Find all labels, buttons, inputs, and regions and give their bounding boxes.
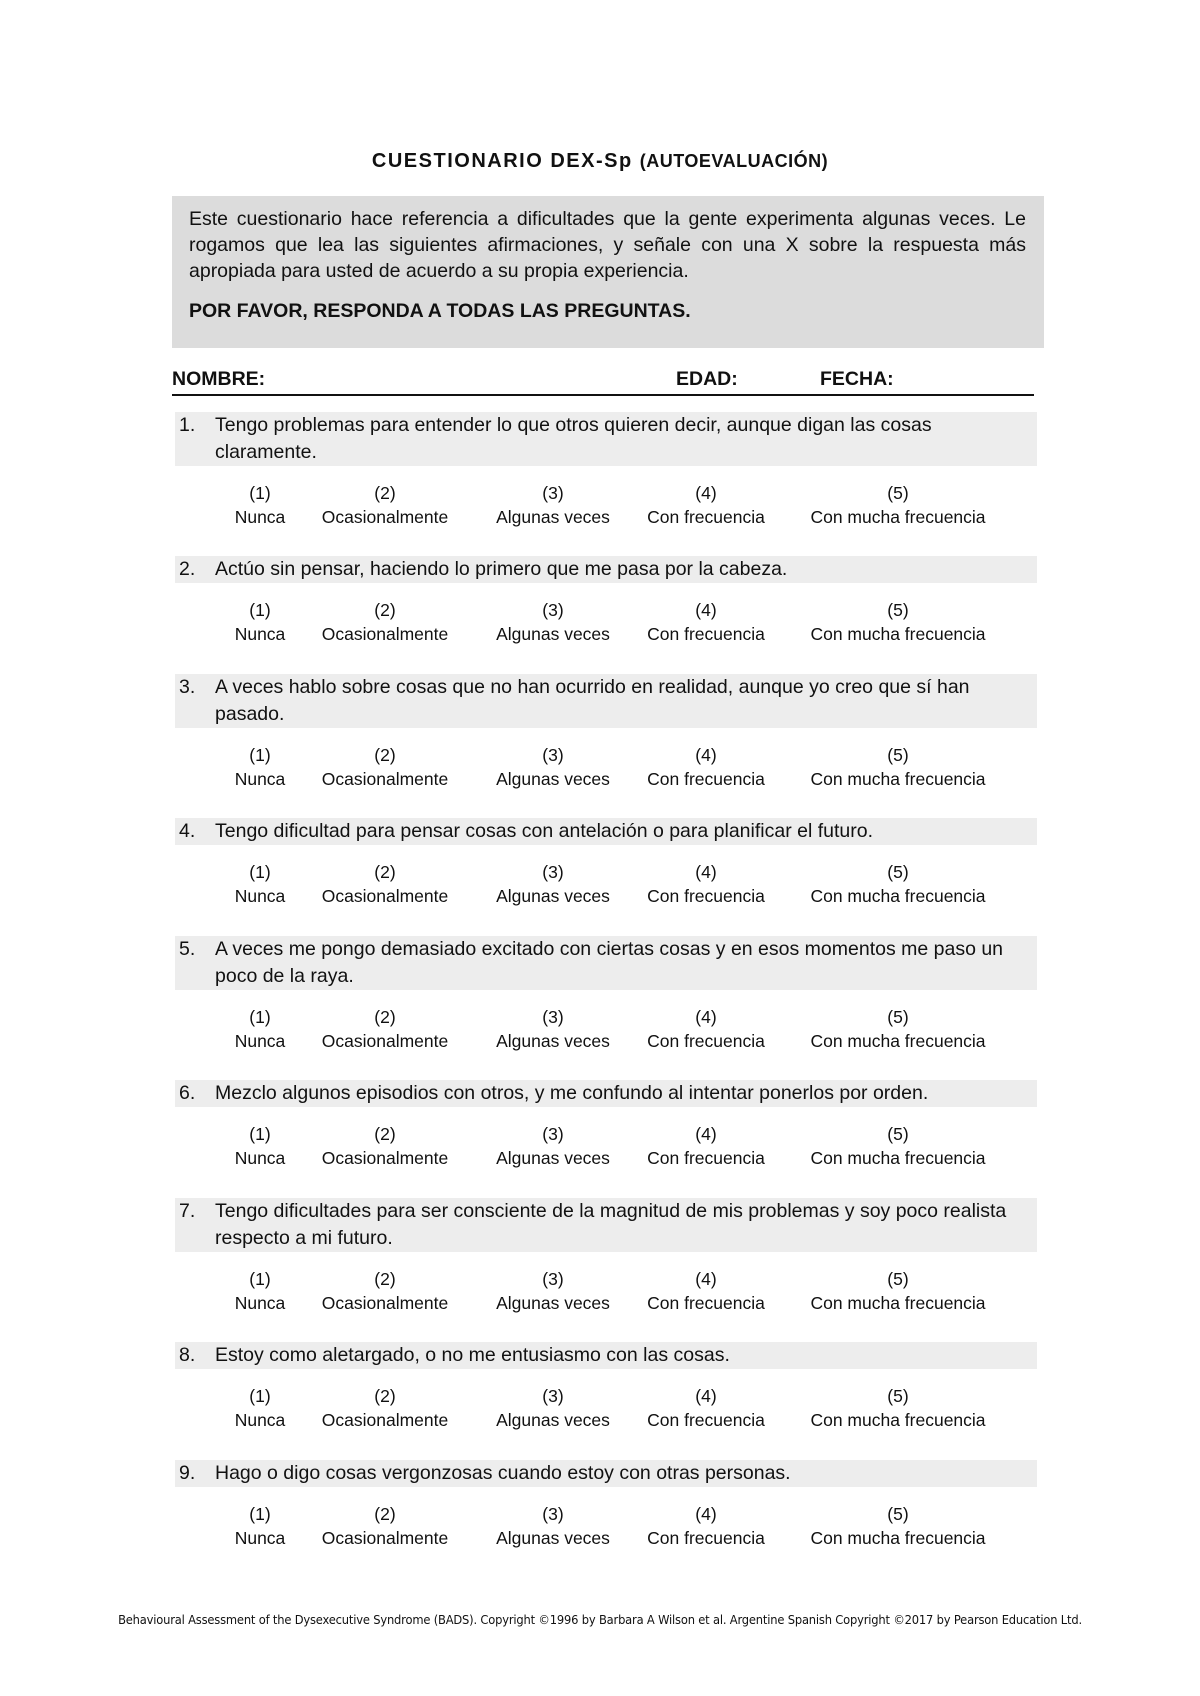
option-label: Nunca <box>234 1293 286 1313</box>
option-code: (5) <box>887 1386 909 1406</box>
answer-option-4[interactable] <box>647 743 765 791</box>
answer-option-2[interactable] <box>322 481 448 529</box>
answer-option-5[interactable] <box>810 1267 985 1315</box>
question-text <box>175 1460 1037 1487</box>
answer-option-2[interactable] <box>322 743 448 791</box>
question-text <box>175 1080 1037 1107</box>
question-item <box>175 412 1037 533</box>
option-label: Nunca <box>234 886 286 906</box>
question-statement: A veces me pongo demasiado excitado con ciertas cosas y en esos momentos me paso un poco de la raya. <box>215 938 1004 987</box>
answer-option-4[interactable] <box>647 598 765 646</box>
option-code: (5) <box>887 1269 909 1289</box>
option-code: (1) <box>249 1007 271 1027</box>
question-number: 7. <box>179 1200 196 1222</box>
answer-option-3[interactable] <box>496 598 610 646</box>
option-code: (4) <box>695 862 717 882</box>
answer-option-2[interactable] <box>322 1267 448 1315</box>
respondent-fields[interactable] <box>172 368 1034 396</box>
option-label: Con mucha frecuencia <box>810 886 986 906</box>
answer-options <box>175 860 1037 912</box>
answer-option-1[interactable] <box>235 598 286 646</box>
question-number: 8. <box>179 1344 196 1366</box>
option-label: Con frecuencia <box>647 1148 765 1168</box>
option-code: (2) <box>374 745 396 765</box>
option-code: (3) <box>542 1386 564 1406</box>
copyright-footer: Behavioural Assessment of the Dysexecutive Syndrome (BADS). Copyright ©1996 by Barbara A Wilson et al. Argentine Spanish Copyright ©2017 by Pearson Education Ltd. <box>118 1612 1082 1627</box>
option-code: (2) <box>374 1504 396 1524</box>
option-label: Con frecuencia <box>647 886 765 906</box>
question-number: 1. <box>179 414 196 436</box>
answer-options <box>175 481 1037 533</box>
answer-options <box>175 1122 1037 1174</box>
option-label: Nunca <box>234 1148 286 1168</box>
option-label: Con mucha frecuencia <box>810 1293 986 1313</box>
answer-option-1[interactable] <box>235 860 286 908</box>
option-label: Algunas veces <box>496 1031 610 1051</box>
option-label: Ocasionalmente <box>321 507 449 527</box>
option-code: (3) <box>542 1124 564 1144</box>
answer-option-2[interactable] <box>322 1122 448 1170</box>
option-code: (3) <box>542 483 564 503</box>
option-label: Algunas veces <box>496 1148 610 1168</box>
question-item <box>175 818 1037 912</box>
option-code: (1) <box>249 600 271 620</box>
option-code: (5) <box>887 745 909 765</box>
option-label: Ocasionalmente <box>321 886 449 906</box>
option-label: Con mucha frecuencia <box>810 769 986 789</box>
answer-options <box>175 1502 1037 1554</box>
option-code: (1) <box>249 1386 271 1406</box>
question-item <box>175 556 1037 650</box>
option-label: Ocasionalmente <box>321 1293 449 1313</box>
question-number: 6. <box>179 1082 196 1104</box>
option-code: (3) <box>542 1504 564 1524</box>
option-label: Ocasionalmente <box>321 1410 449 1430</box>
option-code: (5) <box>887 862 909 882</box>
option-code: (1) <box>249 1124 271 1144</box>
option-code: (3) <box>542 1269 564 1289</box>
answer-option-1[interactable] <box>235 1384 286 1432</box>
answer-option-3[interactable] <box>496 481 610 529</box>
question-item <box>175 1460 1037 1554</box>
title-sub: (AUTOEVALUACIÓN) <box>639 151 829 171</box>
option-label: Ocasionalmente <box>321 1148 449 1168</box>
answer-option-5[interactable] <box>810 1122 985 1170</box>
option-label: Algunas veces <box>496 886 610 906</box>
option-code: (5) <box>887 1007 909 1027</box>
option-code: (4) <box>695 745 717 765</box>
answer-option-2[interactable] <box>322 1502 448 1550</box>
question-text <box>175 1342 1037 1369</box>
option-label: Con frecuencia <box>647 1410 765 1430</box>
option-code: (3) <box>542 600 564 620</box>
answer-option-4[interactable] <box>647 1005 765 1053</box>
question-item <box>175 936 1037 1057</box>
answer-option-3[interactable] <box>496 1384 610 1432</box>
question-item <box>175 674 1037 795</box>
option-label: Con mucha frecuencia <box>810 624 986 644</box>
option-code: (3) <box>542 862 564 882</box>
option-code: (4) <box>695 600 717 620</box>
question-statement: Hago o digo cosas vergonzosas cuando estoy con otras personas. <box>215 1462 791 1484</box>
answer-option-1[interactable] <box>235 1267 286 1315</box>
answer-option-4[interactable] <box>647 1122 765 1170</box>
option-label: Con frecuencia <box>647 769 765 789</box>
option-label: Nunca <box>234 624 286 644</box>
option-label: Con frecuencia <box>647 1293 765 1313</box>
answer-option-2[interactable] <box>322 1384 448 1432</box>
option-label: Con mucha frecuencia <box>810 1410 986 1430</box>
question-number: 9. <box>179 1462 196 1484</box>
option-label: Con frecuencia <box>647 1031 765 1051</box>
answer-option-3[interactable] <box>496 743 610 791</box>
option-label: Ocasionalmente <box>321 624 449 644</box>
option-label: Nunca <box>234 1031 286 1051</box>
question-text <box>175 1198 1037 1252</box>
option-code: (4) <box>695 483 717 503</box>
option-code: (2) <box>374 483 396 503</box>
option-code: (1) <box>249 483 271 503</box>
question-number: 5. <box>179 938 196 960</box>
option-code: (4) <box>695 1269 717 1289</box>
option-code: (1) <box>249 862 271 882</box>
instructions-text: Este cuestionario hace referencia a dificultades que la gente experimenta algunas veces. Le rogamos que lea las siguientes afirmaciones, y señale con una X sobre la respuesta más apropiada para usted de acuerdo a su propia experiencia. <box>189 208 1026 282</box>
option-code: (2) <box>374 862 396 882</box>
answer-option-3[interactable] <box>496 1502 610 1550</box>
age-label: EDAD: <box>676 368 738 390</box>
question-item <box>175 1080 1037 1174</box>
option-code: (2) <box>374 1386 396 1406</box>
answer-option-5[interactable] <box>810 1502 985 1550</box>
option-code: (2) <box>374 1124 396 1144</box>
instructions-emphasis: POR FAVOR, RESPONDA A TODAS LAS PREGUNTAS. <box>189 300 691 322</box>
answer-option-4[interactable] <box>647 481 765 529</box>
question-text <box>175 556 1037 583</box>
option-code: (2) <box>374 1269 396 1289</box>
option-label: Ocasionalmente <box>321 1031 449 1051</box>
question-statement: Mezclo algunos episodios con otros, y me confundo al intentar ponerlos por orden. <box>215 1082 929 1104</box>
option-code: (1) <box>249 745 271 765</box>
option-code: (1) <box>249 1504 271 1524</box>
answer-option-1[interactable] <box>235 1005 286 1053</box>
option-code: (4) <box>695 1124 717 1144</box>
question-statement: Tengo dificultad para pensar cosas con antelación o para planificar el futuro. <box>215 820 873 842</box>
answer-option-5[interactable] <box>810 743 985 791</box>
answer-option-1[interactable] <box>235 1502 286 1550</box>
option-label: Con frecuencia <box>647 1528 765 1548</box>
answer-options <box>175 1005 1037 1057</box>
answer-options <box>175 1267 1037 1319</box>
option-label: Con frecuencia <box>647 507 765 527</box>
answer-option-5[interactable] <box>810 860 985 908</box>
option-label: Algunas veces <box>496 1293 610 1313</box>
option-code: (4) <box>695 1504 717 1524</box>
answer-option-5[interactable] <box>810 1384 985 1432</box>
option-code: (5) <box>887 1124 909 1144</box>
answer-option-1[interactable] <box>235 481 286 529</box>
question-text <box>175 412 1037 466</box>
answer-option-4[interactable] <box>647 1502 765 1550</box>
instructions-box <box>172 196 1044 348</box>
answer-option-5[interactable] <box>810 598 985 646</box>
question-text <box>175 936 1037 990</box>
option-code: (5) <box>887 600 909 620</box>
option-label: Con frecuencia <box>647 624 765 644</box>
option-code: (3) <box>542 745 564 765</box>
option-label: Algunas veces <box>496 769 610 789</box>
question-statement: Estoy como aletargado, o no me entusiasmo con las cosas. <box>215 1344 730 1366</box>
option-label: Nunca <box>234 769 286 789</box>
page-title <box>0 150 1200 173</box>
option-label: Nunca <box>234 1410 286 1430</box>
question-statement: Tengo problemas para entender lo que otros quieren decir, aunque digan las cosas claramente. <box>215 414 932 463</box>
option-label: Algunas veces <box>496 507 610 527</box>
question-text <box>175 818 1037 845</box>
option-code: (2) <box>374 600 396 620</box>
answer-option-2[interactable] <box>322 860 448 908</box>
answer-option-4[interactable] <box>647 1384 765 1432</box>
name-label: NOMBRE: <box>172 368 266 390</box>
answer-option-4[interactable] <box>647 1267 765 1315</box>
option-label: Nunca <box>234 1528 286 1548</box>
answer-option-3[interactable] <box>496 1267 610 1315</box>
answer-options <box>175 743 1037 795</box>
question-number: 3. <box>179 676 196 698</box>
option-label: Ocasionalmente <box>321 1528 449 1548</box>
option-label: Algunas veces <box>496 1410 610 1430</box>
answer-option-3[interactable] <box>496 1122 610 1170</box>
title-main: CUESTIONARIO DEX-Sp <box>371 150 633 172</box>
question-number: 2. <box>179 558 196 580</box>
option-label: Nunca <box>234 507 286 527</box>
question-statement: Tengo dificultades para ser consciente de la magnitud de mis problemas y soy poco realista respecto a mi futuro. <box>215 1200 1007 1249</box>
question-number: 4. <box>179 820 196 842</box>
option-label: Algunas veces <box>496 1528 610 1548</box>
option-code: (4) <box>695 1386 717 1406</box>
option-code: (3) <box>542 1007 564 1027</box>
answer-option-5[interactable] <box>810 481 985 529</box>
answer-option-3[interactable] <box>496 1005 610 1053</box>
option-code: (5) <box>887 1504 909 1524</box>
option-code: (2) <box>374 1007 396 1027</box>
answer-option-5[interactable] <box>810 1005 985 1053</box>
answer-options <box>175 598 1037 650</box>
date-label: FECHA: <box>820 368 894 390</box>
option-code: (4) <box>695 1007 717 1027</box>
answer-option-2[interactable] <box>322 598 448 646</box>
answer-option-2[interactable] <box>322 1005 448 1053</box>
question-text <box>175 674 1037 728</box>
answer-option-1[interactable] <box>235 1122 286 1170</box>
question-item <box>175 1198 1037 1319</box>
option-code: (5) <box>887 483 909 503</box>
option-label: Ocasionalmente <box>321 769 449 789</box>
option-label: Con mucha frecuencia <box>810 1031 986 1051</box>
option-code: (1) <box>249 1269 271 1289</box>
answer-options <box>175 1384 1037 1436</box>
question-statement: Actúo sin pensar, haciendo lo primero que me pasa por la cabeza. <box>215 558 788 580</box>
option-label: Algunas veces <box>496 624 610 644</box>
question-item <box>175 1342 1037 1436</box>
answer-option-1[interactable] <box>235 743 286 791</box>
option-label: Con mucha frecuencia <box>810 507 986 527</box>
answer-option-4[interactable] <box>647 860 765 908</box>
question-statement: A veces hablo sobre cosas que no han ocurrido en realidad, aunque yo creo que sí han pasado. <box>215 676 970 725</box>
option-label: Con mucha frecuencia <box>810 1528 986 1548</box>
option-label: Con mucha frecuencia <box>810 1148 986 1168</box>
answer-option-3[interactable] <box>496 860 610 908</box>
